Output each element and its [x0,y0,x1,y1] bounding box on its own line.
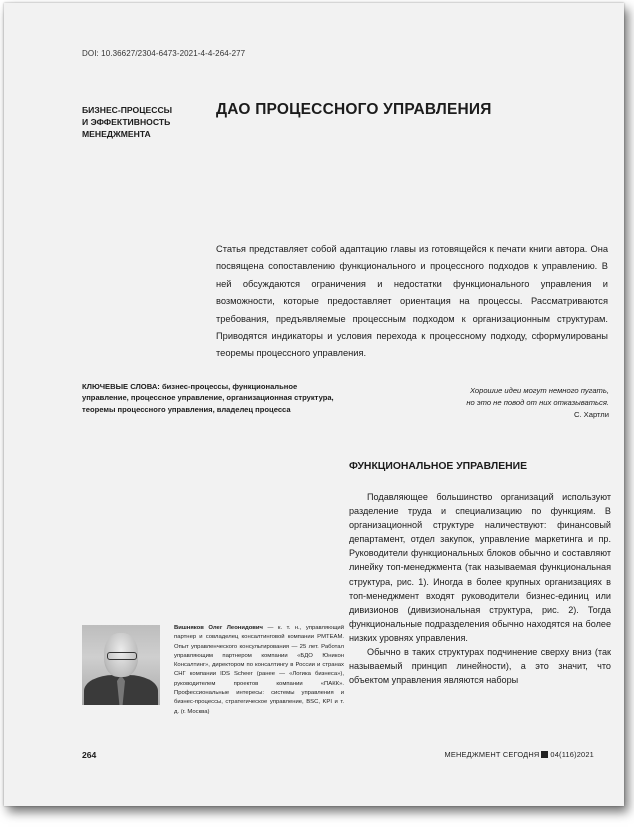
section-line: БИЗНЕС-ПРОЦЕССЫ [82,105,173,115]
page-number: 264 [82,750,97,760]
author-photo [82,625,160,705]
author-bio [174,624,344,717]
doi: DOI: 10.36627/2304-6473-2021-4-4-264-277 [82,49,246,58]
epigraph-line: но это не повод от них отказываться. [466,398,609,407]
journal-issue: 04(116)2021 [550,750,594,759]
section-line: МЕНЕДЖМЕНТА [82,129,151,139]
epigraph-author: С. Хартли [573,410,609,419]
journal-footer [445,750,594,759]
journal-page [4,3,624,806]
section-heading: ФУНКЦИОНАЛЬНОЕ УПРАВЛЕНИЕ [349,461,528,472]
body-text [349,490,611,687]
epigraph [384,385,609,421]
section-label [82,104,192,140]
author-bio-text: — к. т. н., управляющий партнер и совладелец консалтинговой компании PMTEAM. Опыт управленческого консультирования — 25 лет. Работал управляющим партнером компании «БДО Юникон Консалтинг», директором по консалтингу в России и странах СНГ компании IDS Scheer (ранее — «Логика бизнеса»), руководителем проектов компании «ПАКК». Профессиональные интересы: системы управления и бизнес-процессы, стратегическое управление, BSC, KPI и т. д. (г. Москва) [174,625,344,715]
epigraph-line: Хорошие идеи могут немного пугать, [469,386,609,395]
author-name: Вишняков Олег Леонидович [174,625,263,631]
paragraph: Обычно в таких структурах подчинение сверху вниз (так называемый принцип линейности), а это значит, что объектом управления являются наборы [349,647,611,686]
paragraph: Подавляющее большинство организаций используют разделение труда и специализацию по функциям. В организационной структуре наличествуют: финансовый департамент, отдел закупок, управление маркетинга и пр. Руководители функциональных блоков обычно и составляют линейку топ-менеджмента (так называемая функциональная структура, рис. 1). Иногда в более крупных организациях в топ-менеджмент входят руководители бизнес-единиц или дивизионов (дивизиональная структура, рис. 2). Тогда функциональные подразделения обычно находятся на более низких уровнях управления. [349,492,611,643]
article-title: ДАО ПРОЦЕССНОГО УПРАВЛЕНИЯ [216,101,492,118]
journal-name: МЕНЕДЖМЕНТ СЕГОДНЯ [444,750,540,759]
section-line: И ЭФФЕКТИВНОСТЬ [82,117,171,127]
keywords: КЛЮЧЕВЫЕ СЛОВА: бизнес-процессы, функциональное управление, процессное управление, организационная структура, теоремы процессного управления, владелец процесса [82,382,334,414]
square-bullet-icon [541,751,548,758]
abstract: Статья представляет собой адаптацию главы из готовящейся к печати книги автора. Она посвящена сопоставлению функционального и процессного подходов к управлению. В ней обсуждаются ограничения и недостатки функционального управления и возможности, которые предоставляет ориентация на процессы. Рассматриваются требования, предъявляемые процессным подходом к организационным структурам. Приводятся индикаторы и условия перехода к процессному подходу, сформулированы теоремы процессного управления. [216,244,608,359]
